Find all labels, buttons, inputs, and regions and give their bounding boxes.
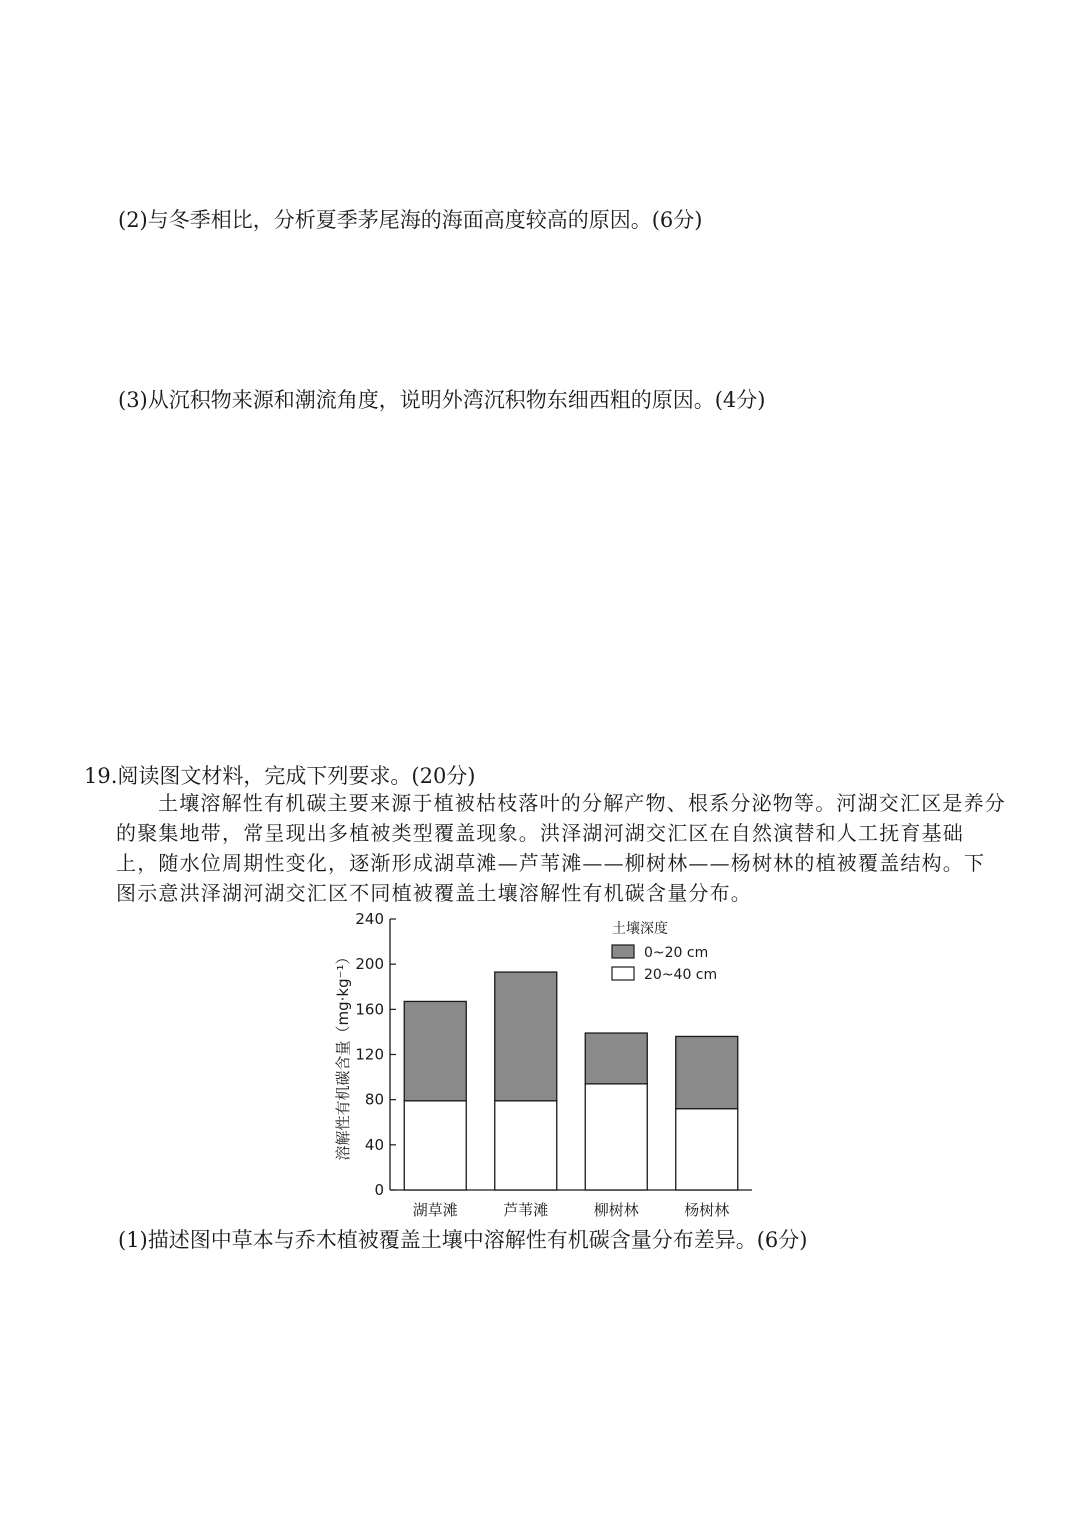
soc-bar-chart [320,905,790,1225]
bar-segment [495,1101,557,1190]
x-tick-label: 柳树林 [593,1201,639,1219]
bar-segment [676,1109,738,1190]
question-19-title: 19.阅读图文材料，完成下列要求。(20分) [84,764,476,788]
y-tick-label: 0 [374,1181,384,1199]
bar-segment [495,972,557,1101]
question-19-material [116,788,1006,908]
chart-bars [404,972,738,1190]
material-paragraph: 土壤溶解性有机碳主要来源于植被枯枝落叶的分解产物、根系分泌物等。河湖交汇区是养分的聚集地带，常呈现出多植被类型覆盖现象。洪泽湖河湖交汇区在自然演替和人工抚育基础上，随水位周期性变化，逐渐形成湖草滩—芦苇滩——柳树林——杨树林的植被覆盖结构。下图示意洪泽湖河湖交汇区不同植被覆盖土壤溶解性有机碳含量分布。 [116,791,1006,905]
y-axis-label: 溶解性有机碳含量（mg·kg⁻¹） [334,949,352,1161]
question-2: (2)与冬季相比，分析夏季茅尾海的海面高度较高的原因。(6分) [118,208,703,232]
x-tick-label: 杨树林 [684,1201,730,1219]
legend-title: 土壤深度 [612,921,668,937]
chart-legend [612,920,717,983]
y-tick-label: 80 [364,1090,384,1109]
x-tick-labels [413,1201,730,1219]
question-3: (3)从沉积物来源和潮流角度，说明外湾沉积物东细西粗的原因。(4分) [118,388,766,412]
legend-swatch [612,967,634,980]
x-tick-label: 湖草滩 [412,1201,458,1219]
bar-segment [585,1033,647,1084]
bar-segment [404,1001,466,1100]
y-tick-label: 240 [355,910,384,928]
x-tick-label: 芦苇滩 [503,1201,549,1219]
bar-segment [404,1101,466,1190]
y-tick-label: 160 [355,1000,384,1019]
legend-swatch [612,945,634,958]
question-19-1: (1)描述图中草本与乔木植被覆盖土壤中溶解性有机碳含量分布差异。(6分) [118,1228,808,1252]
y-tick-label: 200 [355,955,384,974]
y-tick-label: 120 [355,1045,384,1064]
bar-segment [676,1036,738,1108]
bar-segment [585,1084,647,1190]
y-tick-label: 40 [364,1135,384,1154]
legend-label: 20~40 cm [644,967,718,983]
legend-label: 0~20 cm [644,945,709,961]
